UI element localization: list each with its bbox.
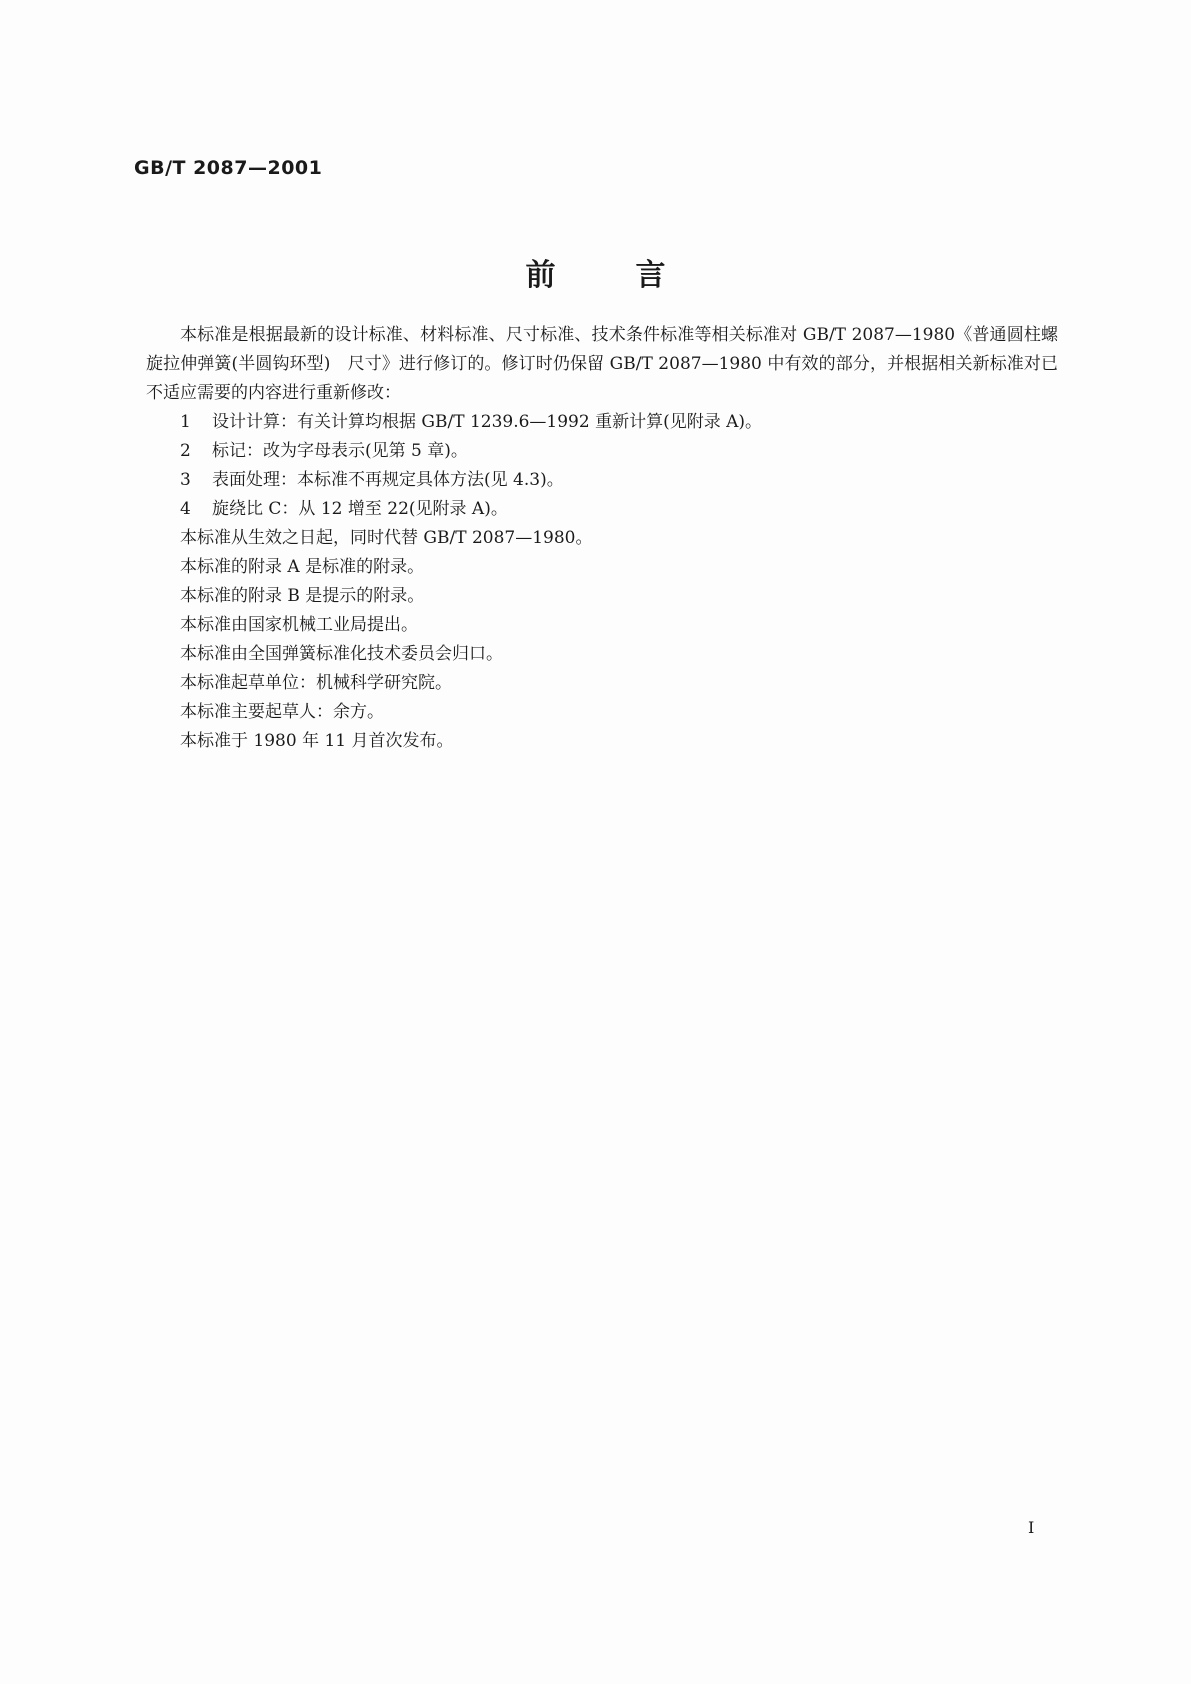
list-item-text: 表面处理：本标准不再规定具体方法(见 4.3)。	[212, 470, 564, 490]
standard-code: GB/T 2087—2001	[134, 157, 323, 179]
list-item-text: 标记：改为字母表示(见第 5 章)。	[212, 441, 468, 461]
statement-centralizer: 本标准由全国弹簧标准化技术委员会归口。	[180, 644, 503, 664]
list-item-text: 旋绕比 C：从 12 增至 22(见附录 A)。	[212, 499, 508, 519]
statement-supersedes: 本标准从生效之日起，同时代替 GB/T 2087—1980。	[180, 528, 593, 548]
list-item-number: 1	[180, 412, 191, 432]
list-item	[146, 408, 1058, 437]
statements	[146, 524, 1058, 756]
list-item	[146, 437, 1058, 466]
list-item	[146, 466, 1058, 495]
statement-appendix-a: 本标准的附录 A 是标准的附录。	[180, 557, 425, 577]
intro-paragraph: 本标准是根据最新的设计标准、材料标准、尺寸标准、技术条件标准等相关标准对 GB/T 2087—1980《普通圆柱螺旋拉伸弹簧(半圆钩环型) 尺寸》进行修订的。修订时仍保留 GB/T 2087—1980 中有效的部分，并根据相关新标准对已不适应需要的内容进行重新修改：	[146, 325, 1059, 403]
page-number: I	[1028, 1518, 1035, 1537]
page-title: 前言	[525, 258, 746, 293]
foreword-body	[146, 321, 1058, 756]
statement-drafting-unit: 本标准起草单位：机械科学研究院。	[180, 673, 452, 693]
statement-proposer: 本标准由国家机械工业局提出。	[180, 615, 418, 635]
statement-appendix-b: 本标准的附录 B 是提示的附录。	[180, 586, 425, 606]
statement-drafter: 本标准主要起草人：余方。	[180, 702, 384, 722]
list-item-number: 4	[180, 499, 191, 519]
list-item	[146, 495, 1058, 524]
list-item-text: 设计计算：有关计算均根据 GB/T 1239.6—1992 重新计算(见附录 A)。	[212, 412, 763, 432]
list-item-number: 2	[180, 441, 191, 461]
revision-list	[146, 408, 1058, 524]
statement-first-issued: 本标准于 1980 年 11 月首次发布。	[180, 731, 454, 751]
list-item-number: 3	[180, 470, 191, 490]
